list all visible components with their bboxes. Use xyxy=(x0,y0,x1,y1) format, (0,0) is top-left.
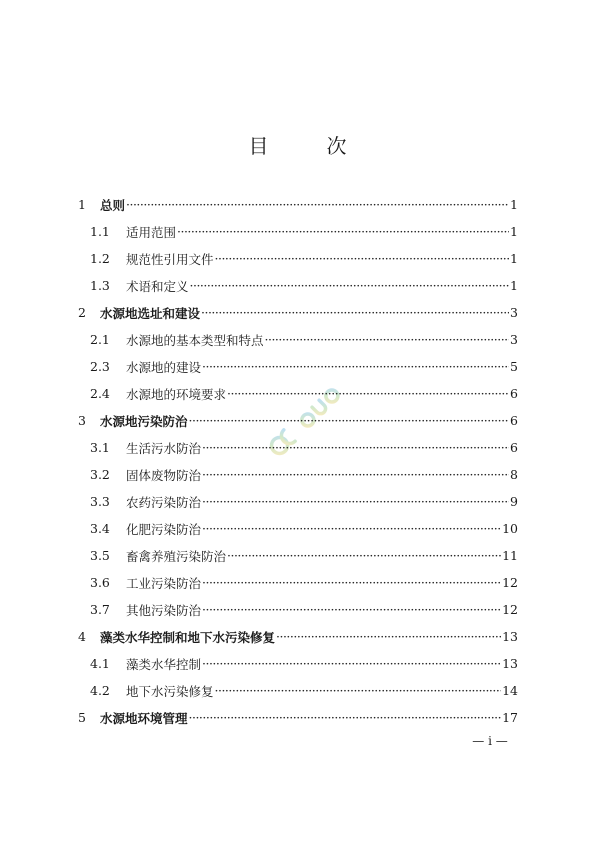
toc-entry-page-number: 12 xyxy=(502,602,518,617)
toc-dot-leader xyxy=(190,278,510,293)
toc-entry-number: 1.1 xyxy=(90,224,110,239)
toc-entry-label: 适用范围 xyxy=(126,224,177,240)
toc-entry-number: 3.4 xyxy=(90,521,110,536)
toc-entry-number: 1.2 xyxy=(90,251,110,266)
toc-chapter-entry[interactable] xyxy=(78,407,518,434)
toc-entry-label: 地下水污染修复 xyxy=(126,683,214,699)
toc-dot-leader xyxy=(201,305,509,320)
toc-entry-page-number: 10 xyxy=(502,521,518,536)
toc-dot-leader xyxy=(265,332,510,347)
toc-entry-page-number: 1 xyxy=(510,251,518,266)
toc-entry-label: 生活污水防治 xyxy=(126,440,202,456)
toc-entry-page-number: 3 xyxy=(510,305,518,320)
toc-entry-label: 水源地的基本类型和特点 xyxy=(126,332,264,348)
toc-entry-label: 藻类水华控制和地下水污染修复 xyxy=(100,629,276,645)
toc-dot-leader xyxy=(227,548,501,563)
toc-entry-page-number: 5 xyxy=(510,359,518,374)
toc-dot-leader xyxy=(202,575,501,590)
toc-entry-label: 化肥污染防治 xyxy=(126,521,202,537)
toc-entry-label: 水源地环境管理 xyxy=(100,710,188,726)
toc-entry-number: 3.6 xyxy=(90,575,110,590)
toc-entry-number: 4.1 xyxy=(90,656,110,671)
toc-entry-page-number: 8 xyxy=(510,467,518,482)
toc-entry-number: 3 xyxy=(78,413,86,428)
toc-dot-leader xyxy=(215,683,502,698)
toc-entry-label: 水源地选址和建设 xyxy=(100,305,201,321)
page-title xyxy=(0,130,595,159)
toc-entry-page-number: 6 xyxy=(510,440,518,455)
toc-entry-label: 固体废物防治 xyxy=(126,467,202,483)
toc-entry-label: 农药污染防治 xyxy=(126,494,202,510)
toc-entry-label: 总则 xyxy=(100,197,126,213)
table-of-contents xyxy=(78,191,518,731)
toc-section-entry[interactable] xyxy=(78,380,518,407)
toc-entry-number: 1.3 xyxy=(90,278,110,293)
toc-section-entry[interactable] xyxy=(78,272,518,299)
toc-section-entry[interactable] xyxy=(78,677,518,704)
toc-entry-number: 4.2 xyxy=(90,683,110,698)
toc-entry-number: 2.1 xyxy=(90,332,110,347)
toc-section-entry[interactable] xyxy=(78,569,518,596)
toc-dot-leader xyxy=(126,197,509,212)
toc-dot-leader xyxy=(202,602,501,617)
toc-entry-label: 畜禽养殖污染防治 xyxy=(126,548,227,564)
page-title-char-1: 目 xyxy=(248,134,269,158)
toc-section-entry[interactable] xyxy=(78,596,518,623)
toc-section-entry[interactable] xyxy=(78,488,518,515)
toc-entry-number: 3.2 xyxy=(90,467,110,482)
toc-chapter-entry[interactable] xyxy=(78,704,518,731)
toc-dot-leader xyxy=(189,710,502,725)
toc-entry-number: 2.4 xyxy=(90,386,110,401)
toc-dot-leader xyxy=(215,251,510,266)
toc-entry-label: 工业污染防治 xyxy=(126,575,202,591)
toc-dot-leader xyxy=(177,224,509,239)
toc-entry-number: 3.5 xyxy=(90,548,110,563)
toc-entry-label: 藻类水华控制 xyxy=(126,656,202,672)
page-footer-number: — i — xyxy=(472,734,508,748)
toc-section-entry[interactable] xyxy=(78,434,518,461)
toc-chapter-entry[interactable] xyxy=(78,191,518,218)
toc-entry-number: 4 xyxy=(78,629,86,644)
toc-entry-page-number: 9 xyxy=(510,494,518,509)
toc-section-entry[interactable] xyxy=(78,353,518,380)
toc-section-entry[interactable] xyxy=(78,542,518,569)
toc-entry-page-number: 13 xyxy=(502,629,518,644)
toc-entry-page-number: 13 xyxy=(502,656,518,671)
toc-entry-number: 5 xyxy=(78,710,86,725)
toc-dot-leader xyxy=(202,359,509,374)
toc-dot-leader xyxy=(202,521,501,536)
toc-chapter-entry[interactable] xyxy=(78,623,518,650)
toc-section-entry[interactable] xyxy=(78,461,518,488)
toc-entry-number: 3.3 xyxy=(90,494,110,509)
toc-entry-label: 规范性引用文件 xyxy=(126,251,214,267)
toc-dot-leader xyxy=(202,656,501,671)
toc-entry-number: 2.3 xyxy=(90,359,110,374)
toc-entry-label: 水源地的环境要求 xyxy=(126,386,227,402)
toc-entry-page-number: 1 xyxy=(510,224,518,239)
page-title-char-2: 次 xyxy=(326,134,347,158)
toc-entry-page-number: 12 xyxy=(502,575,518,590)
toc-dot-leader xyxy=(202,467,509,482)
toc-chapter-entry[interactable] xyxy=(78,299,518,326)
toc-entry-page-number: 3 xyxy=(510,332,518,347)
toc-dot-leader xyxy=(202,440,509,455)
toc-entry-number: 1 xyxy=(78,197,86,212)
toc-entry-label: 术语和定义 xyxy=(126,278,189,294)
toc-section-entry[interactable] xyxy=(78,326,518,353)
toc-entry-number: 2 xyxy=(78,305,86,320)
toc-entry-page-number: 11 xyxy=(502,548,518,563)
toc-dot-leader xyxy=(227,386,509,401)
toc-entry-page-number: 6 xyxy=(510,413,518,428)
toc-section-entry[interactable] xyxy=(78,218,518,245)
toc-entry-number: 3.7 xyxy=(90,602,110,617)
toc-entry-number: 3.1 xyxy=(90,440,110,455)
toc-dot-leader xyxy=(276,629,501,644)
toc-section-entry[interactable] xyxy=(78,650,518,677)
toc-entry-page-number: 1 xyxy=(510,197,518,212)
toc-dot-leader xyxy=(202,494,509,509)
toc-entry-page-number: 14 xyxy=(502,683,518,698)
toc-entry-page-number: 6 xyxy=(510,386,518,401)
toc-entry-label: 水源地污染防治 xyxy=(100,413,188,429)
toc-section-entry[interactable] xyxy=(78,245,518,272)
toc-entry-page-number: 17 xyxy=(502,710,518,725)
toc-entry-page-number: 1 xyxy=(510,278,518,293)
toc-entry-label: 水源地的建设 xyxy=(126,359,202,375)
toc-dot-leader xyxy=(189,413,510,428)
toc-entry-label: 其他污染防治 xyxy=(126,602,202,618)
toc-section-entry[interactable] xyxy=(78,515,518,542)
